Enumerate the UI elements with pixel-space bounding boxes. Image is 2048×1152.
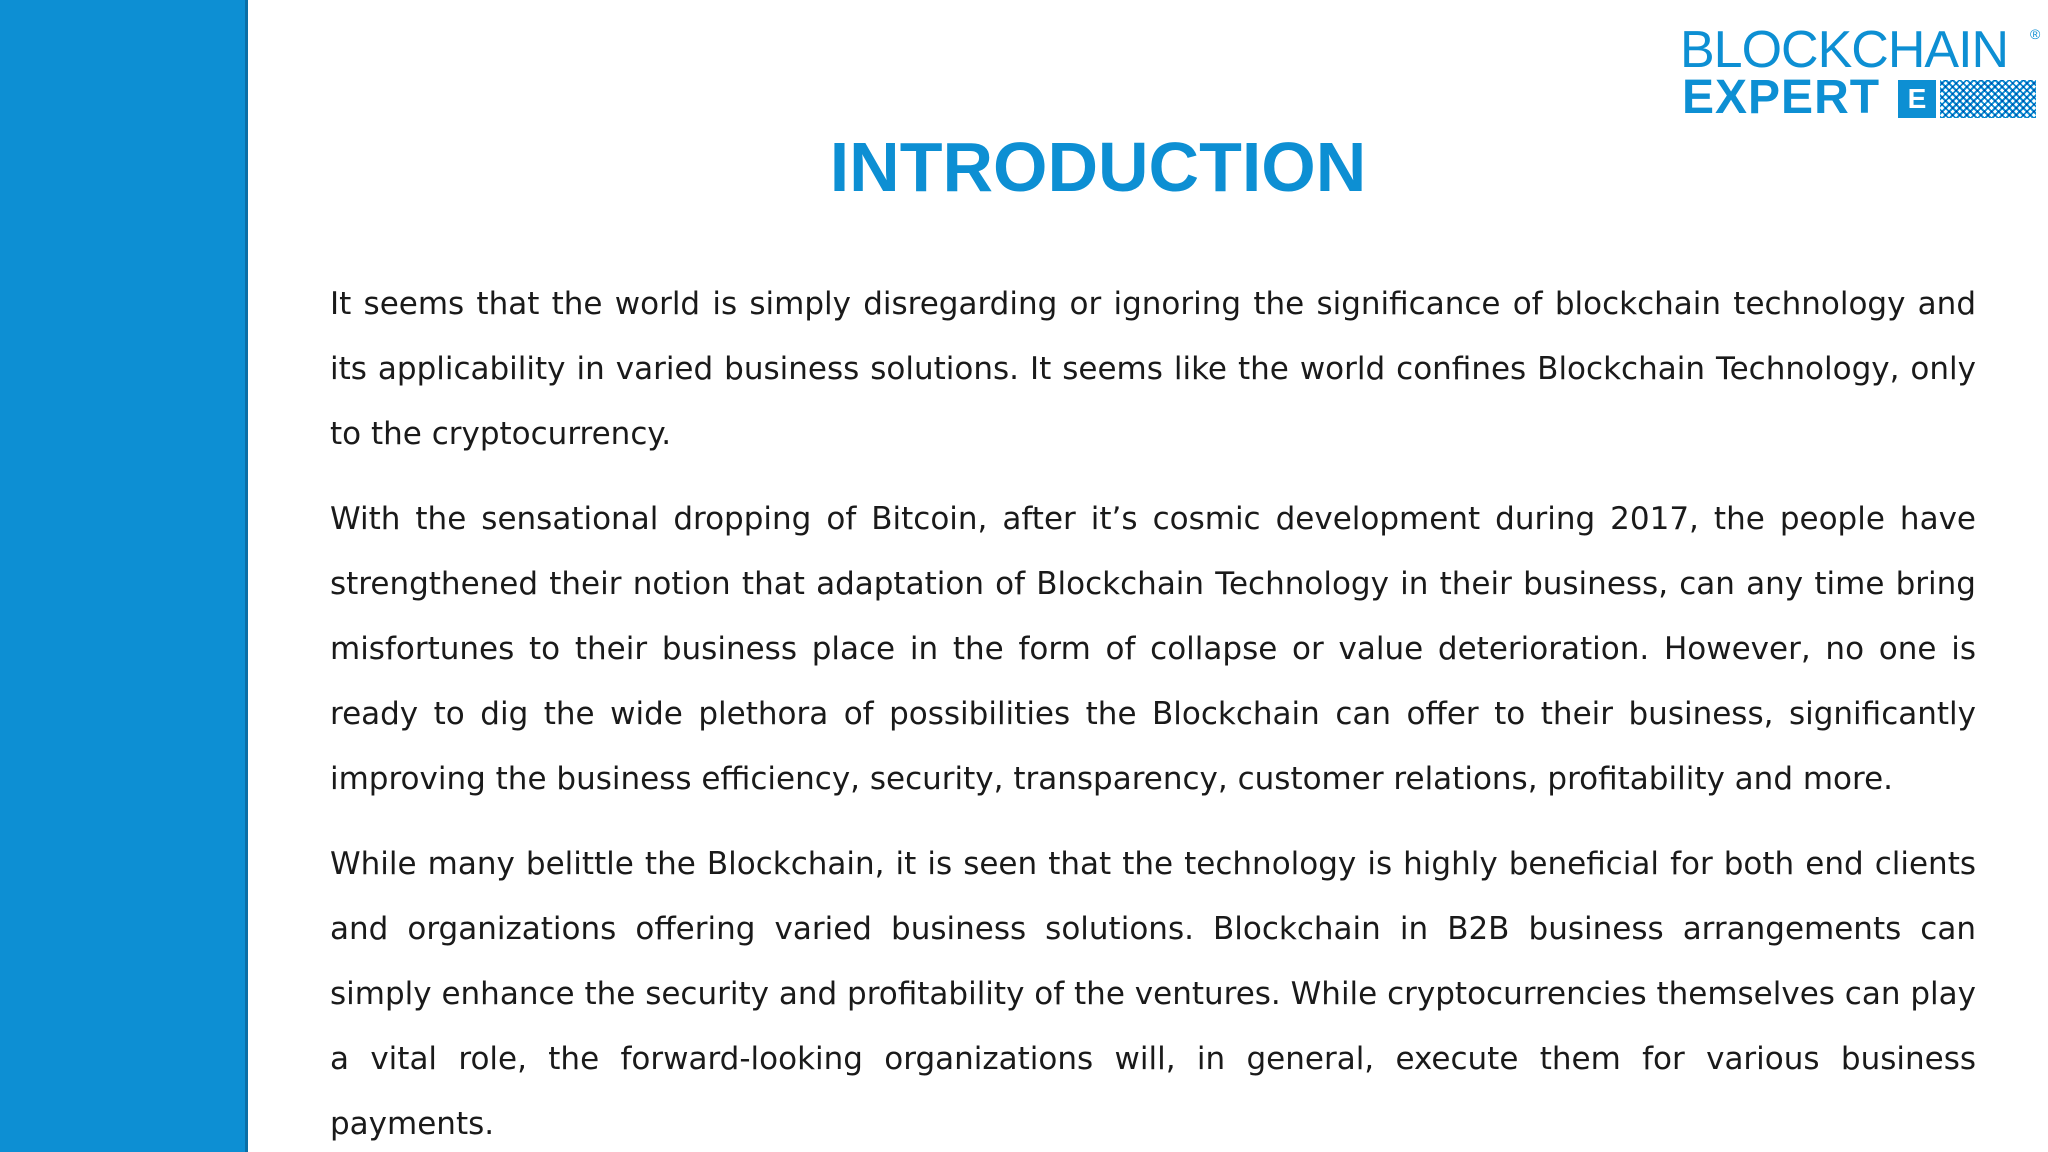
slide-title: INTRODUCTION	[829, 128, 1367, 206]
blockchain-expert-logo	[1680, 21, 2041, 124]
logo-line1: BLOCKCHAIN	[1680, 21, 2009, 79]
logo-line2: EXPERT	[1682, 71, 1881, 124]
logo-pattern-icon	[1940, 80, 2036, 118]
slide-body	[330, 272, 1976, 1152]
logo-badge: E	[1898, 80, 1936, 118]
paragraph-3: While many belittle the Blockchain, it is seen that the technology is highly beneficial for both end clients and organizations offering varied business solutions. Blockchain in B2B business arrangements can simply enhance the security and profitability of the ventures. While cryptocurrencies themselves can play a vital role, the forward-looking organizations will, in general, execute them for various business payments.	[330, 846, 1976, 1142]
paragraph-2: With the sensational dropping of Bitcoin, after it’s cosmic development during 2017, the people have strengthened their notion that adaptation of Blockchain Technology in their business, can any time bring misfortunes to their business place in the form of collapse or value deterioration. However, no one is ready to dig the wide plethora of possibilities the Blockchain can offer to their business, significantly improving the business efficiency, security, transparency, customer relations, profitability and more.	[330, 501, 1976, 797]
sidebar-accent-bar	[0, 0, 248, 1152]
logo-registered-mark: ®	[2030, 26, 2041, 42]
paragraph-1: It seems that the world is simply disregarding or ignoring the significance of blockchain technology and its applicability in varied business solutions. It seems like the world confines Blockchain Technology, only to the cryptocurrency.	[330, 286, 1976, 452]
